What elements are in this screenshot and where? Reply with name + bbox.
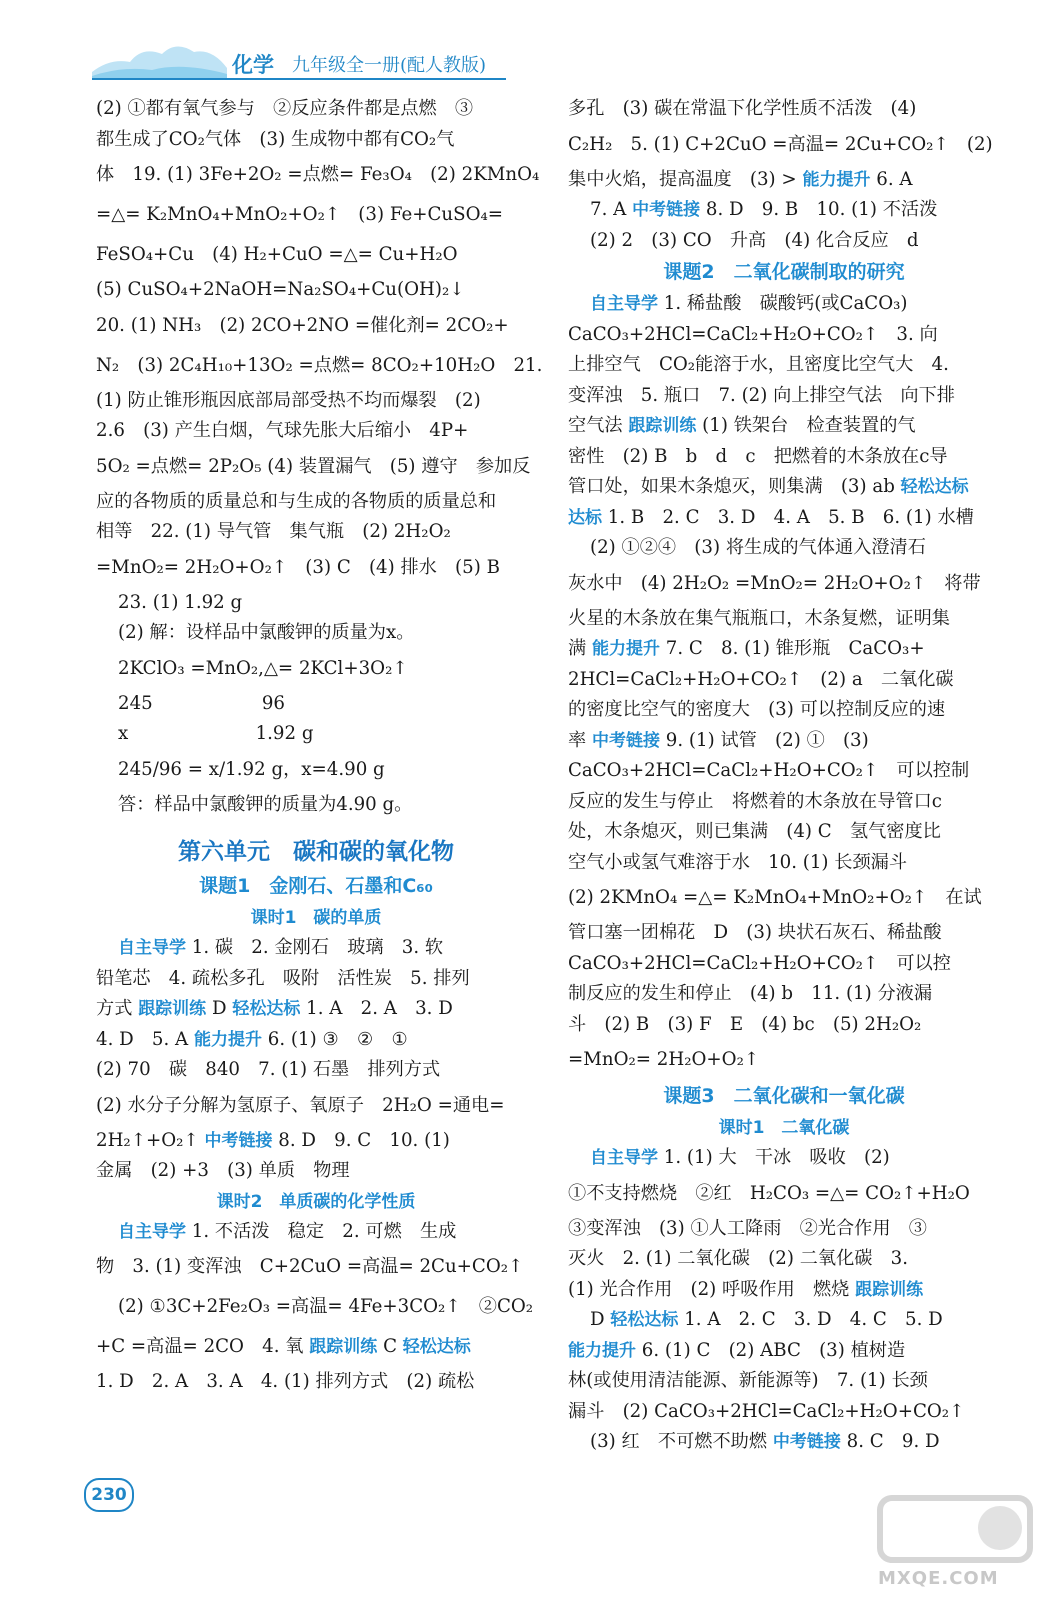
equation-line: 245 96 bbox=[118, 692, 285, 714]
answer-line: 23. (1) 1.92 g bbox=[118, 591, 243, 613]
answer-line: (5) CuSO₄+2NaOH=Na₂SO₄+Cu(OH)₂↓ bbox=[96, 279, 465, 300]
section-tag: 能力提升 bbox=[802, 169, 871, 190]
section-tag: 能力提升 bbox=[568, 1340, 636, 1361]
answer-line: 反应的发生与停止 将燃着的木条放在导管口c bbox=[568, 790, 942, 812]
lesson-title: 课题1 金刚石、石墨和C₆₀ bbox=[199, 875, 433, 897]
section-tag: 中考链接 bbox=[204, 1130, 273, 1151]
answer-text: 2H₂↑+O₂↑ bbox=[96, 1129, 199, 1151]
answer-line: CaCO₃+2HCl=CaCl₂+H₂O+CO₂↑ 3. 向 bbox=[568, 323, 938, 345]
section-tag: 自主导学 bbox=[590, 294, 658, 314]
equation-line: x 1.92 g bbox=[118, 723, 314, 744]
answer-line: 相等 22. (1) 导气管 集气瓶 (2) 2H₂O₂ bbox=[96, 521, 451, 542]
answer-line: 1. D 2. A 3. A 4. (1) 排列方式 (2) 疏松 bbox=[96, 1371, 475, 1392]
section-tag: 中考链接 bbox=[632, 200, 701, 220]
equation-line: 2KClO₃ =MnO₂,△= 2KCl+3O₂↑ bbox=[118, 657, 408, 679]
answer-line: 20. (1) NH₃ (2) 2CO+2NO =催化剂= 2CO₂+ bbox=[96, 314, 509, 336]
answer-text: 8. D 9. C 10. (1) bbox=[278, 1129, 450, 1151]
answer-line: 铅笔芯 4. 疏松多孔 吸附 活性炭 5. 排列 bbox=[96, 967, 470, 989]
answer-line: C₂H₂ 5. (1) C+2CuO =高温= 2Cu+CO₂↑ (2) bbox=[568, 133, 993, 155]
answer-line: 斗 (2) B (3) F E (4) bc (5) 2H₂O₂ bbox=[568, 1013, 922, 1035]
answer-line: CaCO₃+2HCl=CaCl₂+H₂O+CO₂↑ 可以控制 bbox=[568, 760, 970, 781]
answer-text: (1) 光合作用 (2) 呼吸作用 燃烧 bbox=[568, 1278, 850, 1300]
answer-text: D bbox=[211, 998, 227, 1019]
left-column bbox=[96, 94, 543, 1398]
answer-text: 方式 bbox=[96, 998, 133, 1019]
answer-line: (2) 2KMnO₄ =△= K₂MnO₄+MnO₂+O₂↑ 在试 bbox=[568, 887, 982, 908]
right-column bbox=[568, 94, 1000, 1458]
answer-text: (1) 铁架台 检查装置的气 bbox=[702, 415, 916, 436]
cloud-decoration-icon bbox=[92, 38, 227, 80]
answer-text: C bbox=[383, 1336, 397, 1357]
answer-line: (2) ①3C+2Fe₂O₃ =高温= 4Fe+3CO₂↑ ②CO₂ bbox=[118, 1296, 534, 1317]
section-tag: 中考链接 bbox=[592, 730, 660, 751]
answer-line: 管口塞一团棉花 D (3) 块状石灰石、稀盐酸 bbox=[568, 922, 942, 943]
section-tag: 轻松达标 bbox=[610, 1310, 679, 1330]
lesson-title: 课题3 二氧化碳和一氧化碳 bbox=[663, 1085, 905, 1107]
period-title: 课时2 单质碳的化学性质 bbox=[216, 1191, 416, 1212]
answer-line: 上排空气 CO₂能溶于水，且密度比空气大 4. bbox=[568, 354, 949, 375]
answer-text: 6. A bbox=[876, 168, 913, 190]
answer-text: (3) 红 不可燃不助燃 bbox=[590, 1431, 768, 1452]
answer-line: 灰水中 (4) 2H₂O₂ =MnO₂= 2H₂O+O₂↑ 将带 bbox=[568, 572, 981, 594]
answer-line: 漏斗 (2) CaCO₃+2HCl=CaCl₂+H₂O+CO₂↑ bbox=[568, 1400, 965, 1422]
section-tag: 中考链接 bbox=[772, 1432, 841, 1452]
period-title: 课时1 二氧化碳 bbox=[718, 1118, 850, 1138]
answer-text: 6. (1) ③ ② ① bbox=[267, 1028, 408, 1050]
answer-text: 9. (1) 试管 (2) ① (3) bbox=[665, 729, 869, 751]
answer-text: 1. 不活泼 稳定 2. 可燃 生成 bbox=[191, 1220, 457, 1242]
section-tag: 跟踪训练 bbox=[309, 1337, 378, 1357]
unit-title: 第六单元 碳和碳的氧化物 bbox=[178, 839, 454, 865]
section-tag: 轻松达标 bbox=[232, 999, 301, 1019]
section-tag: 自主导学 bbox=[118, 1221, 186, 1242]
answer-line: (2) 水分子分解为氢原子、氧原子 2H₂O =通电= bbox=[96, 1094, 505, 1116]
section-tag: 自主导学 bbox=[590, 1148, 658, 1168]
answer-text: 6. (1) C (2) ABC (3) 植树造 bbox=[641, 1339, 906, 1361]
answer-line: 应的各物质的质量总和与生成的各物质的质量总和 bbox=[96, 490, 497, 512]
answer-text: 1. B 2. C 3. D 4. A 5. B 6. (1) 水槽 bbox=[607, 506, 974, 528]
answer-text: 率 bbox=[568, 729, 587, 751]
answer-line: =MnO₂= 2H₂O+O₂↑ bbox=[568, 1049, 760, 1070]
answer-text: 满 bbox=[568, 638, 587, 659]
section-tag: 跟踪训练 bbox=[628, 416, 697, 436]
answer-text: 7. A bbox=[590, 199, 627, 220]
answer-line: FeSO₄+Cu (4) H₂+CuO =△= Cu+H₂O bbox=[96, 244, 458, 265]
answer-line: 密性 (2) B b d c 把燃着的木条放在c导 bbox=[568, 445, 948, 467]
section-tag: 达标 bbox=[568, 507, 602, 528]
section-tag: 能力提升 bbox=[592, 639, 660, 659]
answer-text: 空气法 bbox=[568, 415, 623, 436]
answer-line: 林(或使用清洁能源、新能源等) 7. (1) 长颈 bbox=[568, 1370, 928, 1391]
page-number: 230 bbox=[84, 1478, 134, 1512]
answer-line: =MnO₂= 2H₂O+O₂↑ (3) C (4) 排水 (5) B bbox=[96, 556, 500, 578]
answer-text: 1. 碳 2. 金刚石 玻璃 3. 软 bbox=[191, 937, 444, 958]
answer-line: (1) 防止锥形瓶因底部局部受热不均而爆裂 (2) bbox=[96, 389, 481, 411]
answer-line: ③变浑浊 (3) ①人工降雨 ②光合作用 ③ bbox=[568, 1217, 927, 1239]
answer-line: (2) ①都有氧气参与 ②反应条件都是点燃 ③ bbox=[96, 98, 474, 119]
answer-line: 物 3. (1) 变浑浊 C+2CuO =高温= 2Cu+CO₂↑ bbox=[96, 1256, 524, 1277]
answer-line: 多孔 (3) 碳在常温下化学性质不活泼 (4) bbox=[568, 98, 917, 119]
answer-line: CaCO₃+2HCl=CaCl₂+H₂O+CO₂↑ 可以控 bbox=[568, 952, 951, 974]
answer-line: N₂ (3) 2C₄H₁₀+13O₂ =点燃= 8CO₂+10H₂O 21. bbox=[96, 354, 543, 376]
answer-line: 都生成了CO₂气体 (3) 生成物中都有CO₂气 bbox=[96, 128, 455, 150]
answer-text: 8. D 9. B 10. (1) 不活泼 bbox=[705, 199, 938, 220]
answer-text: 1. 稀盐酸 碳酸钙(或CaCO₃) bbox=[663, 293, 908, 314]
section-tag: 跟踪训练 bbox=[138, 999, 207, 1019]
answer-line: 制反应的发生和停止 (4) b 11. (1) 分液漏 bbox=[568, 983, 933, 1004]
answer-text: 1. A 2. A 3. D bbox=[306, 998, 453, 1019]
period-title: 课时1 碳的单质 bbox=[250, 908, 382, 928]
watermark-text: MXQE.COM bbox=[878, 1568, 999, 1589]
section-tag: 轻松达标 bbox=[900, 477, 969, 497]
answer-text: 集中火焰，提高温度 (3) > bbox=[568, 168, 797, 190]
answer-text: 1. A 2. C 3. D 4. C 5. D bbox=[684, 1309, 943, 1330]
equation-line: 245/96 = x/1.92 g，x=4.90 g bbox=[118, 758, 385, 780]
answer-line: (2) 70 碳 840 7. (1) 石墨 排列方式 bbox=[96, 1059, 441, 1080]
lesson-title: 课题2 二氧化碳制取的研究 bbox=[663, 261, 905, 283]
answer-line: 处，木条熄灭，则已集满 (4) C 氢气密度比 bbox=[568, 821, 941, 842]
answer-line: 灭火 2. (1) 二氧化碳 (2) 二氧化碳 3. bbox=[568, 1248, 909, 1269]
section-tag: 能力提升 bbox=[193, 1029, 262, 1050]
answer-line: (2) 解：设样品中氯酸钾的质量为x。 bbox=[118, 622, 415, 643]
answer-line: ①不支持燃烧 ②红 H₂CO₃ =△= CO₂↑+H₂O bbox=[568, 1182, 970, 1204]
answer-text: 4. D 5. A bbox=[96, 1028, 189, 1050]
section-tag: 自主导学 bbox=[118, 938, 186, 958]
answer-line: =△= K₂MnO₄+MnO₂+O₂↑ (3) Fe+CuSO₄= bbox=[96, 204, 504, 225]
answer-line: (2) 2 (3) CO 升高 (4) 化合反应 d bbox=[590, 229, 919, 251]
answer-line: 体 19. (1) 3Fe+2O₂ =点燃= Fe₃O₄ (2) 2KMnO₄ bbox=[96, 164, 540, 185]
answer-line: 2HCl=CaCl₂+H₂O+CO₂↑ (2) a 二氧化碳 bbox=[568, 668, 954, 690]
header-subject: 化学 bbox=[232, 53, 274, 77]
section-tag: 轻松达标 bbox=[402, 1337, 471, 1357]
answer-text: D bbox=[590, 1309, 605, 1330]
answer-text: 管口处，如果木条熄灭，则集满 (3) ab bbox=[568, 476, 895, 497]
answer-text: 1. (1) 大 干冰 吸收 (2) bbox=[663, 1147, 890, 1168]
answer-line: 火星的木条放在集气瓶瓶口，木条复燃，证明集 bbox=[568, 607, 950, 629]
answer-line: 2.6 (3) 产生白烟，气球先胀大后缩小 4P+ bbox=[96, 420, 469, 441]
answer-line: 5O₂ =点燃= 2P₂O₅ (4) 装置漏气 (5) 遵守 参加反 bbox=[96, 455, 531, 477]
header-book-title: 九年级全一册(配人教版) bbox=[292, 55, 487, 76]
answer-text: 7. C 8. (1) 锥形瓶 CaCO₃+ bbox=[665, 638, 925, 659]
answer-line: 的密度比空气的密度大 (3) 可以控制反应的速 bbox=[568, 699, 946, 720]
answer-line: (2) ①②④ (3) 将生成的气体通入澄清石 bbox=[590, 537, 926, 558]
section-tag: 跟踪训练 bbox=[855, 1279, 924, 1300]
answer-line: 空气小或氢气难溶于水 10. (1) 长颈漏斗 bbox=[568, 851, 908, 873]
answer-line: 金属 (2) +3 (3) 单质 物理 bbox=[96, 1160, 350, 1181]
answer-text: +C =高温= 2CO 4. 氧 bbox=[96, 1336, 304, 1357]
header-divider bbox=[92, 78, 506, 80]
answer-line: 变浑浊 5. 瓶口 7. (2) 向上排空气法 向下排 bbox=[568, 384, 955, 406]
answer-line: 答：样品中氯酸钾的质量为4.90 g。 bbox=[118, 793, 413, 815]
answer-text: 8. C 9. D bbox=[846, 1431, 940, 1452]
